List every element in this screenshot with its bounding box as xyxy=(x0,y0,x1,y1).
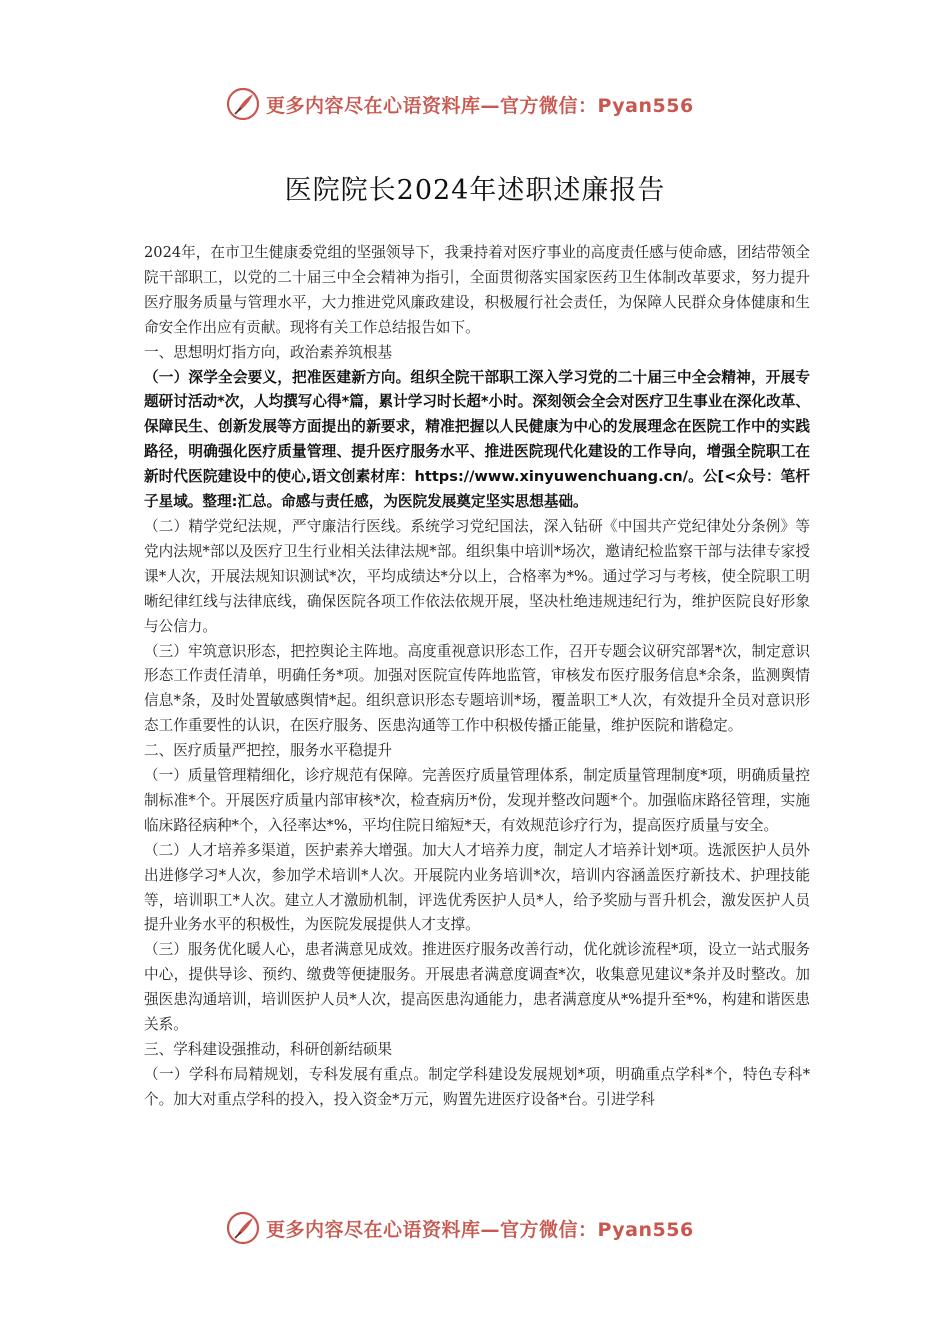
paragraph-1-3: （三）牢筑意识形态，把控舆论主阵地。高度重视意识形态工作，召开专题会议研究部署*次，制定意识形态工作责任清单，明确任务*项。加强对医院宣传阵地监管，审核发布医疗服务信息*余条，监测舆情信息*条，及时处置敏感舆情*起。组织意识形态专题培训*场，覆盖职工*人次，有效提升全员对意识形态工作重要性的认识，在医疗服务、医患沟通等工作中积极传播正能量，维护医院和谐稳定。 xyxy=(144,642,810,735)
footer-watermark-banner xyxy=(226,1210,694,1246)
paragraph-2-3: （三）服务优化暖人心，患者满意见成效。推进医疗服务改善行动，优化就诊流程*项，设立一站式服务中心，提供导诊、预约、缴费等便捷服务。开展患者满意度调查*次，收集意见建议*条并及时整改。加强医患沟通培训，培训医护人员*人次，提高医患沟通能力，患者满意度从*%提升至*%，构建和谐医患关系。 xyxy=(144,941,810,1034)
paragraph-3-1: （一）学科布局精规划，专科发展有重点。制定学科建设发展规划*项，明确重点学科*个，特色专科*个。加大对重点学科的投入，投入资金*万元，购置先进医疗设备*台。引进学科 xyxy=(144,1065,810,1108)
paragraph-1-2: （二）精学党纪法规，严守廉洁行医线。系统学习党纪国法，深入钻研《中国共产党纪律处分条例》等党内法规*部以及医疗卫生行业相关法律法规*部。组织集中培训*场次，邀请纪检监察干部与法律专家授课*人次，开展法规知识测试*次，平均成绩达*分以上，合格率为*%。通过学习与考核，使全院职工明晰纪律红线与法律底线，确保医院各项工作依法依规开展，坚决杜绝违规违纪行为，维护医院良好形象与公信力。 xyxy=(144,517,810,635)
document-title: 医院院长2024年述职述廉报告 xyxy=(284,175,666,207)
paragraph-2-2: （二）人才培养多渠道，医护素养大增强。加大人才培养力度，制定人才培养计划*项。选派医护人员外出进修学习*人次，参加学术培训*人次。开展院内业务培训*次，培训内容涵盖医疗新技术、护理技能等，培训职工*人次。建立人才激励机制，评选优秀医护人员*人，给予奖励与晋升机会，激发医护人员提升业务水平的积极性，为医院发展提供人才支撑。 xyxy=(144,841,810,934)
intro-paragraph: 2024年，在市卫生健康委党组的坚强领导下，我秉持着对医疗事业的高度责任感与使命感，团结带领全院干部职工，以党的二十届三中全会精神为指引，全面贯彻落实国家医药卫生体制改革要求，努力提升医疗服务质量与管理水平，大力推进党风廉政建设，积极履行社会责任，为保障人民群众身体健康和生命安全作出应有贡献。现将有关工作总结报告如下。 xyxy=(144,244,810,336)
feather-pen-logo-icon xyxy=(226,87,260,121)
section-heading-3: 三、学科建设强推动，科研创新结硕果 xyxy=(144,1041,393,1058)
feather-pen-logo-icon xyxy=(226,1211,260,1245)
document-body xyxy=(144,241,810,1113)
banner-text: 更多内容尽在心语资料库—官方微信：Pyan556 xyxy=(266,94,694,117)
header-watermark-banner xyxy=(226,86,694,122)
section-heading-1: 一、思想明灯指方向，政治素养筑根基 xyxy=(144,343,393,361)
section-heading-2: 二、医疗质量严把控，服务水平稳提升 xyxy=(144,742,393,760)
paragraph-2-1: （一）质量管理精细化，诊疗规范有保障。完善医疗质量管理体系，制定质量管理制度*项，明确质量控制标准*个。开展医疗质量内部审核*次，检查病历*份，发现并整改问题*个。加强临床路径管理，实施临床路径病种*个，入径率达*%，平均住院日缩短*天，有效规范诊疗行为，提高医疗质量与安全。 xyxy=(144,767,810,834)
banner-text: 更多内容尽在心语资料库—官方微信：Pyan556 xyxy=(266,1218,694,1241)
paragraph-1-1: （一）深学全会要义，把准医建新方向。组织全院干部职工深入学习党的二十届三中全会精神，开展专题研讨活动*次，人均撰写心得*篇，累计学习时长超*小时。深刻领会全会对医疗卫生事业在深化改革、保障民生、创新发展等方面提出的新要求，精准把握以人民健康为中心的发展理念在医院工作中的实践路径，明确强化医疗质量管理、提升医疗服务水平、推进医院现代化建设的工作导向，增强全院职工在新时代医院建设中的使心,语文创素材库：https://www.xinyuwenchuang.cn/。公[<众号：笔杆子星域。整理:汇总。命感与责任感，为医院发展奠定坚实思想基础。 xyxy=(144,368,810,511)
